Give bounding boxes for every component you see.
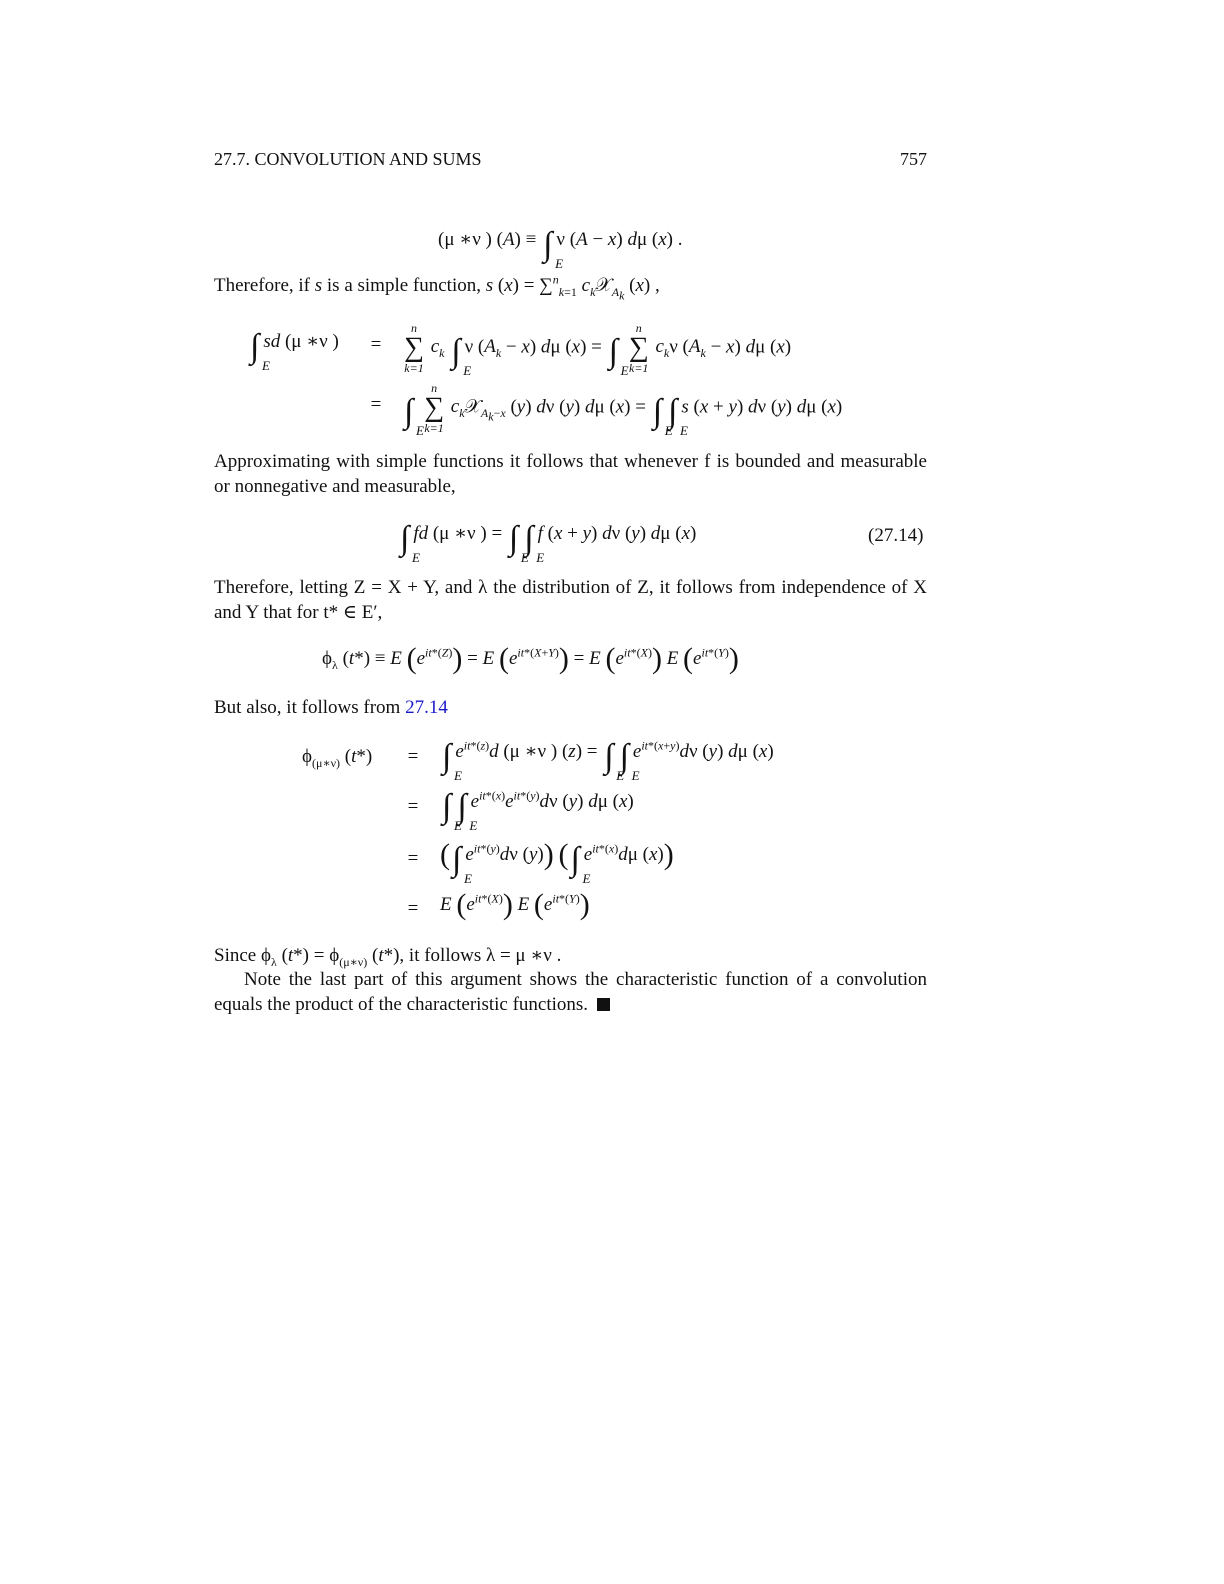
qed-square-icon [597, 998, 610, 1011]
paragraph-simple-function: Therefore, if s is a simple function, s (x) = ∑$^n_{k=1}$ $c_k𝒳_{A_k}$ (x) , [214, 272, 660, 303]
equation-phi-line3: (∫ E $e^{it*(y)}d\nu$ (y)) (∫ E $e^{it*(x)}d\mu$ (x)) [440, 838, 674, 886]
paragraph-note-text: Note the last part of this argument shows the characteristic function of a convolution equals the product of the characteristic functions. [214, 969, 927, 1015]
equation-phi-line1: ∫ E $e^{it*(z)}d$ (μ ∗ν ) (z) = ∫ E ∫ E $e^{it*(x+y)}d\nu$ (y) dμ (x) [442, 738, 774, 783]
equation-char-function: $\phi_\lambda$ (t*) ≡ E $(e^{it*(Z)}) = E$ $(e^{it*(X+Y)}) = E$ $(e^{it*(X)})$ E $(e^{it*(Y)})$ [322, 642, 739, 675]
equation-number-27-14: (27.14) [868, 525, 924, 546]
paragraph-note [214, 968, 927, 1017]
equation-27-14: ∫ E fd (μ ∗ν ) = ∫ E ∫ E f (x + y) dν (y) dμ (x) [400, 520, 697, 565]
equation-phi-line2: ∫ E ∫ E $e^{it*(x)}e^{it*(y)}d\nu$ (y) dμ (x) [442, 788, 634, 833]
equation-phi-conv-lhs: $\phi_{(\mu∗\nu)}$ (t*) [302, 746, 373, 770]
equation-reference-link[interactable]: 27.14 [405, 697, 448, 718]
paragraph-distribution: Therefore, letting Z = X + Y, and λ the distribution of Z, it follows from independence of X and Y that for t* ∈ E′, [214, 577, 927, 623]
paragraph-conclusion-tail: , it follows λ = μ ∗ν . [399, 945, 562, 966]
equation-equals-4: = [407, 796, 419, 817]
equation-simple-line1: n ∑ k=1 $c_k$ ∫ E ν $(A_k - x)$ dμ (x) = ∫ E n ∑ k=1 $c_k\nu$ $(A_k - x)$ dμ (x) [404, 321, 792, 379]
running-header [214, 148, 927, 171]
equation-equals-2: = [370, 394, 382, 415]
section-title: 27.7. CONVOLUTION AND SUMS [214, 149, 482, 169]
equation-equals-6: = [407, 898, 419, 919]
equation-equals-5: = [407, 848, 419, 869]
paragraph-but-also [214, 696, 927, 721]
equation-equals-1: = [370, 334, 382, 355]
paragraph-conclusion-lead: Since [214, 945, 257, 966]
paragraph-but-also-text: But also, it follows from [214, 697, 401, 718]
equation-simple-line2: ∫ E n ∑ k=1 $c_k𝒳_{A_k-x}$ (y) dν (y) dμ (x) = ∫ E ∫ E s (x + y) dν (y) dμ (x) [404, 381, 843, 439]
equation-simple-lhs: ∫ E sd (μ ∗ν ) [250, 328, 339, 373]
paragraph-approximating: Approximating with simple functions it follows that whenever f is bounded and measurable or nonnegative and measurable, [214, 451, 927, 497]
equation-phi-line4: E $(e^{it*(X)})$ E $(e^{it*(Y)})$ [440, 888, 590, 921]
page-number: 757 [900, 149, 927, 169]
paragraph-conclusion: Since $\phi_\lambda$ $(t*) = \phi_{(\mu∗\nu)}$ (t*), it follows λ = μ ∗ν . [214, 945, 562, 969]
equation-convolution-def: (μ ∗ν ) (A) ≡ ∫ E ν (A − x) dμ (x) . [438, 226, 683, 271]
equation-equals-3: = [407, 746, 419, 767]
